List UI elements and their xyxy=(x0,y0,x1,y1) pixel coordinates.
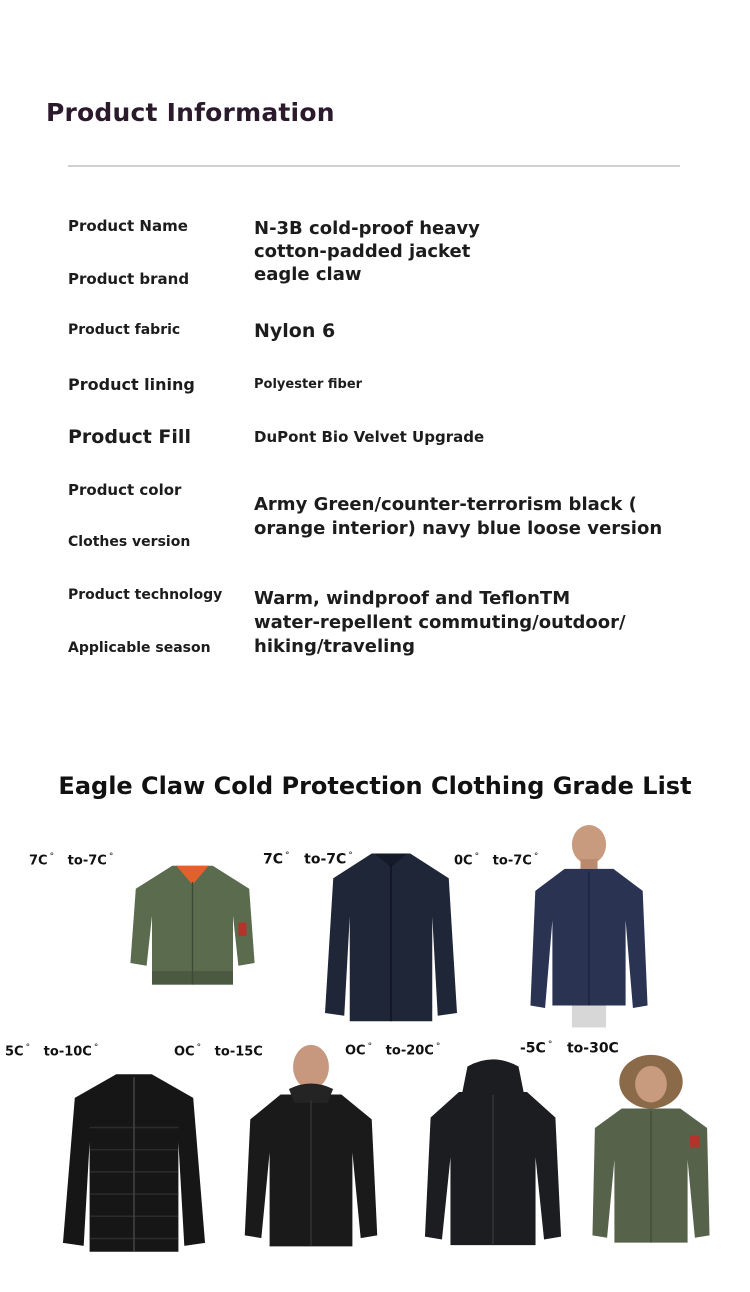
grade-1-temp: 7C ° to-7C ° xyxy=(29,852,114,869)
label-product-fill: Product Fill xyxy=(68,426,191,448)
label-clothes-version: Clothes version xyxy=(68,534,191,550)
label-product-name: Product Name xyxy=(68,217,188,235)
label-product-brand: Product brand xyxy=(68,270,190,288)
grade-7-temp: -5C ° to-30C xyxy=(520,1040,619,1057)
navy-hooded-parka-image xyxy=(528,822,650,1028)
grade-5-temp: OC ° to-15C xyxy=(174,1043,263,1060)
grade-6-temp: OC ° to-20C ° xyxy=(345,1042,441,1059)
grade-2-temp: 7C ° to-7C ° xyxy=(263,851,353,868)
value-color-version-line-1: Army Green/counter-terrorism black ( xyxy=(254,494,637,515)
label-product-lining: Product lining xyxy=(68,375,195,394)
value-product-lining: Polyester fiber xyxy=(254,377,363,392)
green-fur-hood-parka-image xyxy=(590,1050,712,1250)
navy-jacket-image xyxy=(322,848,460,1024)
label-product-color: Product color xyxy=(68,481,182,499)
label-applicable-season: Applicable season xyxy=(68,640,211,656)
label-product-fabric: Product fabric xyxy=(68,322,181,338)
value-product-fill: DuPont Bio Velvet Upgrade xyxy=(254,428,485,446)
value-color-version-line-2: orange interior) navy blue loose version xyxy=(254,518,663,539)
black-hooded-jacket-image xyxy=(242,1042,380,1252)
value-product-fabric: Nylon 6 xyxy=(254,320,336,342)
page-title: Product Information xyxy=(46,98,335,127)
value-product-name-line-1: N-3B cold-proof heavy xyxy=(254,218,480,239)
grade-3-temp: 0C ° to-7C ° xyxy=(454,852,539,869)
value-tech-season-line-3: hiking/traveling xyxy=(254,636,416,657)
value-tech-season-line-1: Warm, windproof and TeflonTM xyxy=(254,588,571,609)
value-product-brand: eagle claw xyxy=(254,264,362,285)
grade-list-title: Eagle Claw Cold Protection Clothing Grade List xyxy=(58,772,692,800)
black-hooded-parka-image xyxy=(422,1058,564,1248)
label-product-technology: Product technology xyxy=(68,587,223,603)
grade-4-temp: 5C ° to-10C ° xyxy=(5,1043,99,1060)
black-puffer-jacket-image xyxy=(60,1068,208,1258)
divider xyxy=(68,165,680,167)
green-bomber-jacket-image xyxy=(125,855,260,990)
value-tech-season-line-2: water-repellent commuting/outdoor/ xyxy=(254,612,626,633)
value-product-name-line-2: cotton-padded jacket xyxy=(254,241,471,262)
